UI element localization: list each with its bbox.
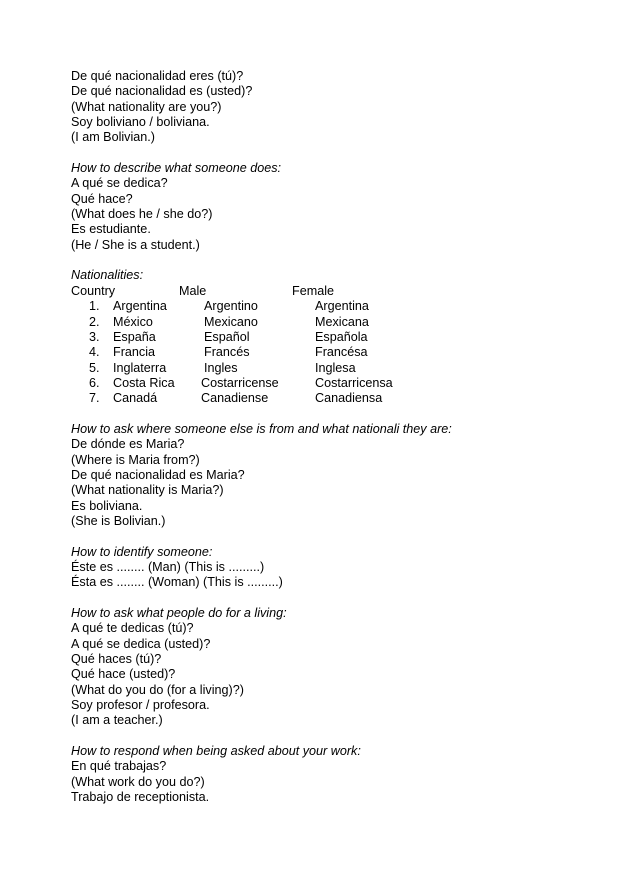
table-row [71, 391, 611, 406]
female-cell: Española [315, 329, 368, 344]
male-cell: Mexicano [204, 314, 258, 329]
ask-living-section [71, 606, 611, 729]
row-number: 4. [89, 345, 100, 360]
text-line: Éste es ........ (Man) (This is .........) [71, 560, 265, 574]
text-line: (I am a teacher.) [71, 713, 163, 728]
text-line: Qué hace? [71, 191, 133, 206]
text-line: Soy boliviano / boliviana. [71, 115, 210, 130]
text-line: (I am Bolivian.) [71, 130, 155, 145]
spacer [71, 146, 611, 161]
describe-occupation-section [71, 161, 611, 253]
text-line: Es boliviana. [71, 498, 143, 513]
male-cell: Español [204, 329, 250, 344]
table-row [71, 361, 611, 376]
row-number: 5. [89, 360, 100, 375]
table-row [71, 330, 611, 345]
male-cell: Ingles [204, 360, 238, 375]
text-line: Trabajo de receptionista. [71, 790, 210, 805]
country-cell: Argentina [113, 299, 167, 314]
male-cell: Costarricense [201, 375, 279, 390]
text-line: A qué se dedica (usted)? [71, 636, 211, 651]
spacer [71, 407, 611, 422]
column-header-female: Female [292, 283, 334, 298]
ask-origin-section [71, 422, 611, 529]
female-cell: Costarricensa [315, 375, 393, 390]
text-line: En qué trabajas? [71, 759, 167, 774]
column-header-male: Male [179, 283, 207, 298]
text-line: (She is Bolivian.) [71, 513, 166, 528]
spacer [71, 591, 611, 606]
row-number: 2. [89, 314, 100, 329]
female-cell: Inglesa [315, 360, 356, 375]
section-heading: How to respond when being asked about your work: [71, 744, 361, 759]
country-cell: Inglaterra [113, 360, 167, 375]
nationality-question-section [71, 69, 611, 146]
female-cell: Canadiensa [315, 391, 383, 406]
row-number: 3. [89, 329, 100, 344]
country-cell: Francia [113, 345, 155, 360]
section-heading: How to ask what people do for a living: [71, 606, 287, 621]
text-line: De qué nacionalidad es Maria? [71, 467, 245, 482]
column-header-country: Country [71, 283, 116, 298]
text-line: Qué haces (tú)? [71, 652, 162, 667]
male-cell: Francés [204, 345, 250, 360]
text-line: A qué se dedica? [71, 176, 168, 191]
identify-someone-section [71, 545, 611, 591]
section-heading: How to ask where someone else is from and what nationali they are: [71, 421, 452, 436]
table-row [71, 345, 611, 360]
text-line: (Where is Maria from?) [71, 452, 200, 467]
text-line: (What does he / she do?) [71, 207, 213, 222]
spacer [71, 729, 611, 744]
section-heading: Nationalities: [71, 268, 144, 283]
female-cell: Francésa [315, 345, 368, 360]
text-line: Qué hace (usted)? [71, 667, 176, 682]
respond-work-section [71, 744, 611, 805]
country-cell: Canadá [113, 391, 158, 406]
text-line: Es estudiante. [71, 222, 151, 237]
text-line: (What nationality are you?) [71, 99, 222, 114]
female-cell: Mexicana [315, 314, 369, 329]
male-cell: Argentino [204, 299, 258, 314]
table-row [71, 299, 611, 314]
row-number: 1. [89, 299, 100, 314]
male-cell: Canadiense [201, 391, 269, 406]
table-row [71, 315, 611, 330]
country-cell: España [113, 329, 156, 344]
document-page [71, 69, 611, 806]
text-line: (What nationality is Maria?) [71, 483, 224, 498]
section-heading: How to identify someone: [71, 544, 213, 559]
spacer [71, 529, 611, 544]
female-cell: Argentina [315, 299, 369, 314]
text-line: A qué te dedicas (tú)? [71, 621, 194, 636]
section-heading: How to describe what someone does: [71, 161, 282, 176]
row-number: 7. [89, 391, 100, 406]
country-cell: México [113, 314, 153, 329]
country-cell: Costa Rica [113, 375, 175, 390]
text-line: Ésta es ........ (Woman) (This is .........) [71, 575, 283, 590]
text-line: (He / She is a student.) [71, 237, 200, 252]
text-line: De dónde es Maria? [71, 437, 185, 452]
nationalities-section [71, 268, 611, 406]
nationalities-table-header [71, 284, 611, 299]
table-row [71, 376, 611, 391]
text-line: Soy profesor / profesora. [71, 698, 210, 713]
spacer [71, 253, 611, 268]
text-line: De qué nacionalidad es (usted)? [71, 84, 253, 99]
text-line: (What work do you do?) [71, 774, 205, 789]
text-line: De qué nacionalidad eres (tú)? [71, 69, 244, 83]
text-line: (What do you do (for a living)?) [71, 682, 244, 697]
row-number: 6. [89, 375, 100, 390]
